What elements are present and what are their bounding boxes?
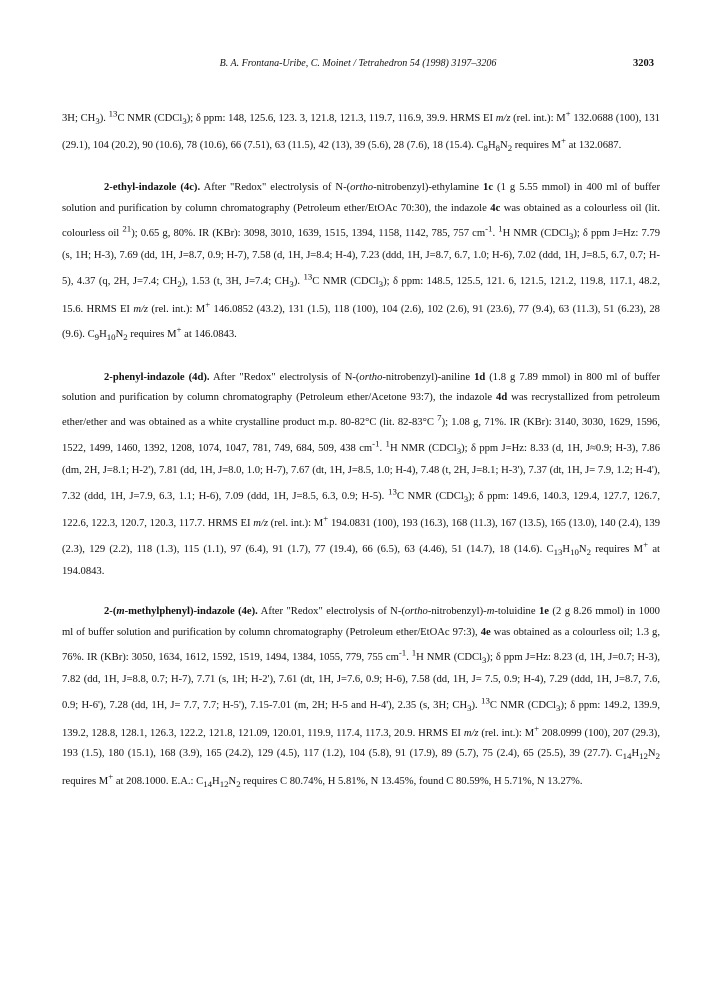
compound-title: 2-ethyl-indazole (4c). <box>104 182 201 194</box>
paragraph-text: After "Redox" electrolysis of N-(ortho-nitrobenzyl)-ethylamine 1c (1 g 5.55 mmol) in 400 ml of buffer solution and purification by column chromatography (Petroleum ether/EtOAc 70:30), the indazole 4c was obtained as a colourless oil (lit. colourless oil $^{21}$); 0.65 g, 80%. IR (KBr): 3098, 3010, 1639, 1515, 1394, 1158, 1142, 785, 757 $cm^{-1}$. $^1$H NMR (CDCl$_3$); δ ppm J=Hz: 7.79 (s, 1H; H-3), 7.69 (dd, 1H, J=8.7, 0.9; H-7), 7.58 (d, 1H, J=8.4; H-4), 7.23 (ddd, 1H, J=8.7, 6.7, 1.0; H-6), 7.02 (ddd, 1H, J=8.5, 6.7, 0.7; H-5), 4.37 (q, 2H, J=7.4; $CH_2$), 1.53 (t, 3H, J=7.4; $CH_3$). $^{13}$C NMR (CDCl$_3$); δ ppm: 148.5, 125.5, 121. 6, 121.5, 121.2, 119.8, 117.1, 48.2, 15.6. HRMS EI m/z (rel. int.): M+ 146.0852 (43.2), 131 (1.5), 118 (100), 104 (2.6), 102 (2.6), 91 (23.6), 77 (9.4), 63 (11.3), 51 (6.23), 28 (9.6). $C_9H_{10}N_2$ requires M+ at 146.0843. <box>62 182 661 343</box>
paragraph-continuation <box>62 103 660 158</box>
paragraph-text: 3H; $CH_3$). $^{13}$C NMR (CDCl$_3$); δ ppm: 148, 125.6, 123. 3, 121.8, 121.3, 119.7, 116.9, 39.9. HRMS EI m/z (rel. int.): M+ 132.0688 (100), 131 (29.1), 104 (20.2), 90 (10.6), 78 (10.6), 66 (7.51), 63 (11.5), 42 (13), 39 (5.6), 28 (7.6), 18 (15.4). $C_8H_8N_2$ requires M+ at 132.0687. <box>62 108 660 154</box>
paragraph-compound-4d <box>62 368 660 583</box>
running-head: B. A. Frontana-Uribe, C. Moinet / Tetrahedron 54 (1998) 3197–3206 <box>219 58 497 69</box>
paragraph-text: After "Redox" electrolysis of N-(ortho-nitrobenzyl)-m-toluidine 1e (2 g 8.26 mmol) in 1000 ml of buffer solution and purification by column chromatography (Petroleum ether/EtOAc 97:3), 4e was obtained as a colourless oil; 1.3 g, 76%. IR (KBr): 3050, 1634, 1612, 1592, 1519, 1494, 1384, 1055, 779, 755 $cm^{-1}$. $^1$H NMR (CDCl$_3$); δ ppm J=Hz: 8.23 (d, 1H, J=0.7; H-3), 7.82 (dd, 1H, J=8.8, 0.7; H-7), 7.71 (s, 1H; H-2'), 7.61 (dt, 1H, J=7.6, 0.9; H-6), 7.58 (dd, 1H, J= 7.5, 0.9; H-4), 7.29 (ddd, 1H, J=8.7, 7.6, 0.9; H-6'), 7.28 (dd, 1H, J= 7.7, 7.7; H-5'), 7.15-7.01 (m, 2H; H-5 and H-4'), 2.35 (s, 3H; $CH_3$). $^{13}$C NMR (CDCl$_3$); δ ppm: 149.2, 139.9, 139.2, 128.8, 128.1, 126.3, 122.2, 121.8, 121.09, 120.01, 119.9, 117.4, 117.3, 20.9. HRMS EI m/z (rel. int.): M+ 208.0999 (100), 207 (29.3), 193 (1.5), 180 (15.1), 168 (3.9), 165 (24.2), 129 (4.5), 117 (1.2), 104 (5.8), 91 (17.9), 89 (5.7), 75 (2.4), 65 (25.5), 39 (27.7). $C_{14}H_{12}N_2$ requires M+ at 208.1000. E.A.: $C_{14}H_{12}N_2$ requires C 80.74%, H 5.81%, N 13.45%, found C 80.59%, H 5.71%, N 13.27%. <box>62 606 660 789</box>
page-body <box>62 103 660 794</box>
paragraph-compound-4e <box>62 602 660 793</box>
page-header <box>62 58 654 74</box>
compound-title: 2-phenyl-indazole (4d). <box>104 371 210 383</box>
compound-title: 2-(m-methylphenyl)-indazole (4e). <box>104 606 258 618</box>
paragraph-text: After "Redox" electrolysis of N-(ortho-nitrobenzyl)-aniline 1d (1.8 g 7.89 mmol) in 800 ml of buffer solution and purification by column chromatography (Petroleum ether/Acetone 93:7), the indazole 4d was recrystallized from petroleum ether/ether and was obtained as a white crystalline product m.p. 80-82°C (lit. 82-83°C $^7$); 1.08 g, 71%. IR (KBr): 3140, 3030, 1629, 1596, 1522, 1499, 1460, 1392, 1208, 1074, 1047, 781, 749, 684, 509, 438 $cm^{-1}$. $^1$H NMR (CDCl$_3$); δ ppm J=Hz: 8.33 (d, 1H, J≈0.9; H-3), 7.86 (dm, 2H, J=8.1; H-2'), 7.81 (dd, 1H, J=8.0, 1.0; H-7), 7.67 (dt, 1H, J=8.5, 1.0; H-4), 7.48 (t, 2H, J=8.1; H-3'), 7.37 (dt, 1H, J= 7.9, 1.2; H-4'), 7.32 (ddd, 1H, J=7.9, 6.3, 1.1; H-6), 7.09 (ddd, 1H, J=8.5, 6.3, 0.9; H-5). $^{13}$C NMR (CDCl$_3$); δ ppm: 149.6, 140.3, 129.4, 127.7, 126.7, 122.6, 122.3, 120.7, 120.3, 117.7. HRMS EI m/z (rel. int.): M+ 194.0831 (100), 193 (16.3), 168 (11.3), 167 (13.5), 165 (13.0), 140 (2.4), 139 (2.3), 129 (2.2), 118 (1.3), 115 (1.1), 97 (6.4), 91 (1.7), 77 (19.4), 66 (6.5), 63 (4.46), 51 (14.7), 18 (14.6). $C_{13}H_{10}N_2$ requires M+ at 194.0843. <box>62 371 661 578</box>
page-number: 3203 <box>633 58 654 69</box>
paragraph-compound-4c <box>62 178 660 347</box>
